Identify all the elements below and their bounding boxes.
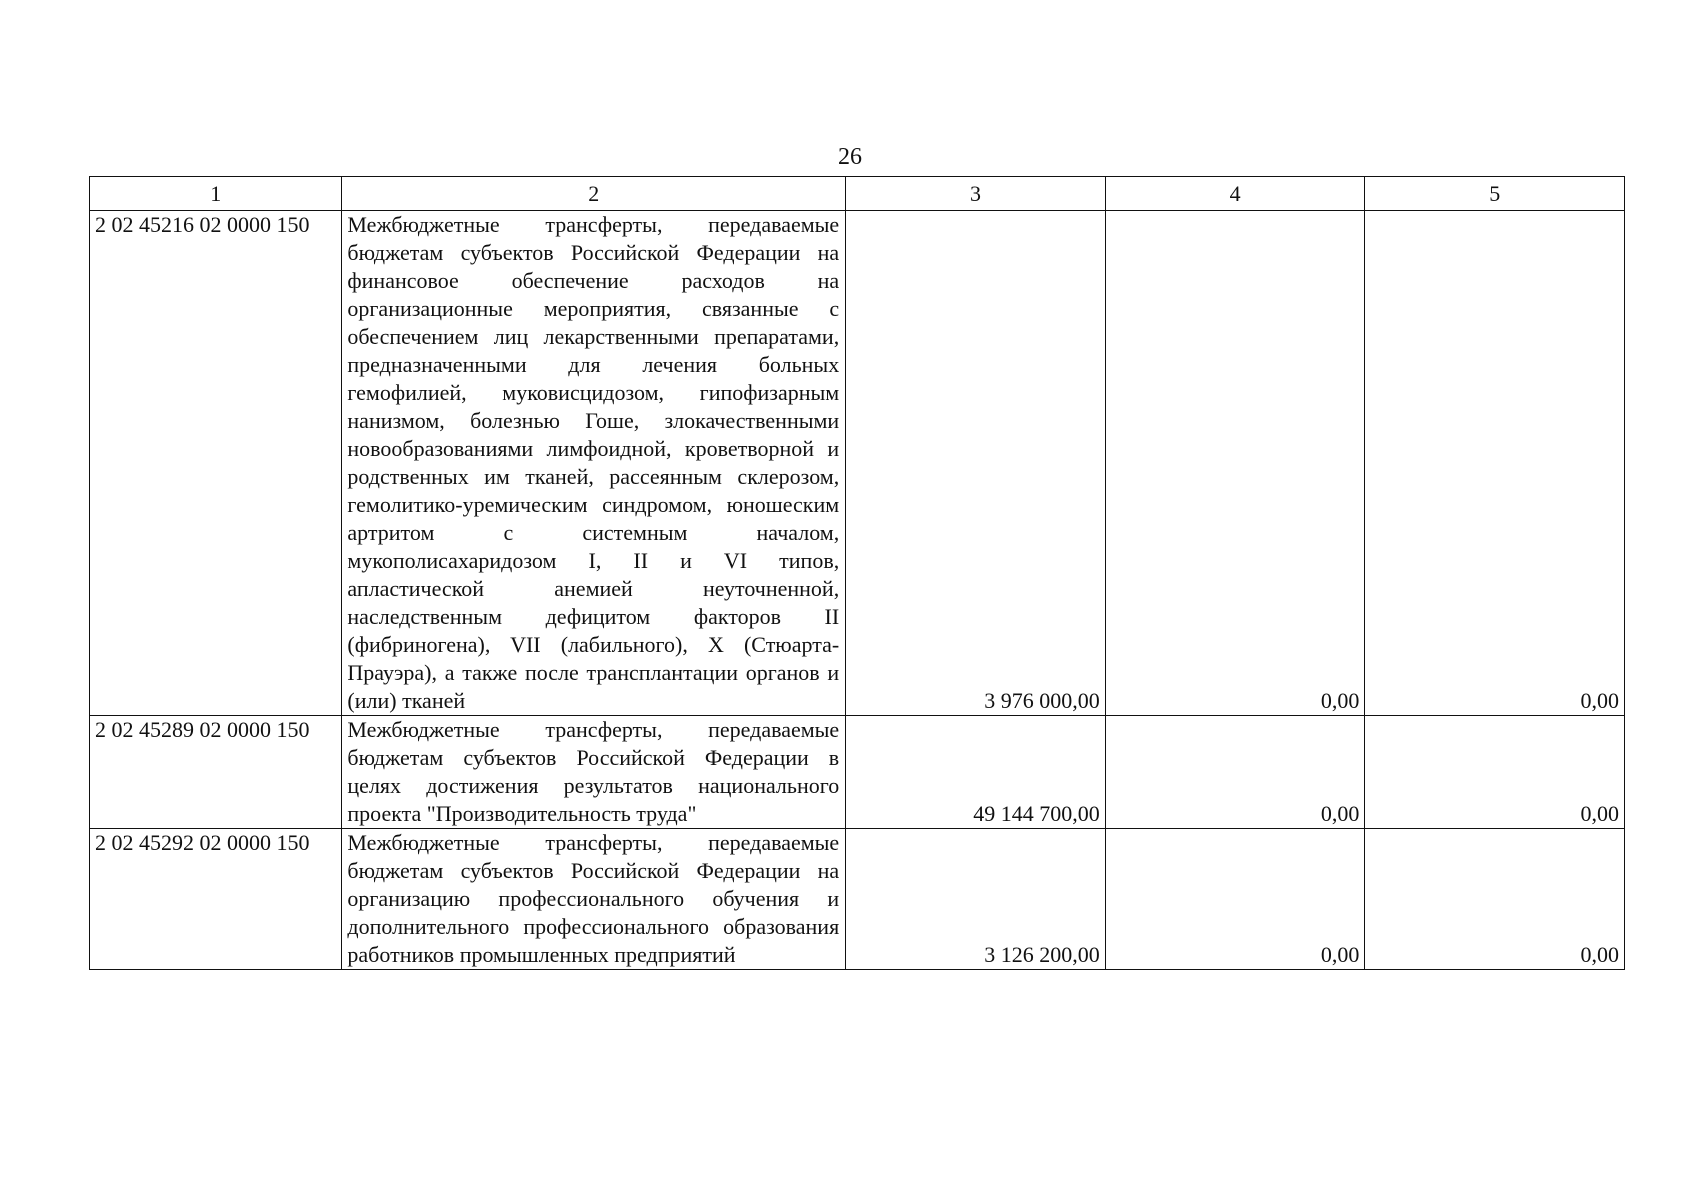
budget-code-cell: 2 02 45289 02 0000 150 bbox=[90, 716, 342, 829]
column-header-1: 1 bbox=[90, 177, 342, 211]
table-header bbox=[90, 177, 1625, 211]
table-body bbox=[90, 211, 1625, 970]
table-row bbox=[90, 716, 1625, 829]
page-number: 26 bbox=[838, 144, 862, 170]
column-header-4: 4 bbox=[1105, 177, 1365, 211]
header-row bbox=[90, 177, 1625, 211]
amount-col3-cell: 3 126 200,00 bbox=[846, 829, 1106, 970]
column-header-2: 2 bbox=[342, 177, 846, 211]
table-row bbox=[90, 211, 1625, 716]
amount-col4-cell: 0,00 bbox=[1105, 716, 1365, 829]
amount-col5-cell: 0,00 bbox=[1365, 716, 1625, 829]
description-cell: Межбюджетные трансферты, передаваемые бюджетам субъектов Российской Федерации в целях достижения результатов национального проекта "Производительность труда" bbox=[342, 716, 846, 829]
amount-col4-cell: 0,00 bbox=[1105, 829, 1365, 970]
table-row bbox=[90, 829, 1625, 970]
description-cell: Межбюджетные трансферты, передаваемые бюджетам субъектов Российской Федерации на организацию профессионального обучения и дополнительного профессионального образования работников промышленных предприятий bbox=[342, 829, 846, 970]
amount-col4-cell: 0,00 bbox=[1105, 211, 1365, 716]
column-header-5: 5 bbox=[1365, 177, 1625, 211]
budget-table bbox=[89, 176, 1625, 970]
budget-code-cell: 2 02 45292 02 0000 150 bbox=[90, 829, 342, 970]
description-cell: Межбюджетные трансферты, передаваемые бюджетам субъектов Российской Федерации на финансовое обеспечение расходов на организационные мероприятия, связанные с обеспечением лиц лекарственными препаратами, предназначенными для лечения больных гемофилией, муковисцидозом, гипофизарным нанизмом, болезнью Гоше, злокачественными новообразованиями лимфоидной, кроветворной и родственных им тканей, рассеянным склерозом, гемолитико-уремическим синдромом, юношеским артритом с системным началом, мукополисахаридозом I, II и VI типов, апластической анемией неуточненной, наследственным дефицитом факторов II (фибриногена), VII (лабильного), X (Стюарта-Прауэра), а также после трансплантации органов и (или) тканей bbox=[342, 211, 846, 716]
amount-col3-cell: 3 976 000,00 bbox=[846, 211, 1106, 716]
budget-code-cell: 2 02 45216 02 0000 150 bbox=[90, 211, 342, 716]
amount-col5-cell: 0,00 bbox=[1365, 829, 1625, 970]
column-header-3: 3 bbox=[846, 177, 1106, 211]
amount-col3-cell: 49 144 700,00 bbox=[846, 716, 1106, 829]
amount-col5-cell: 0,00 bbox=[1365, 211, 1625, 716]
